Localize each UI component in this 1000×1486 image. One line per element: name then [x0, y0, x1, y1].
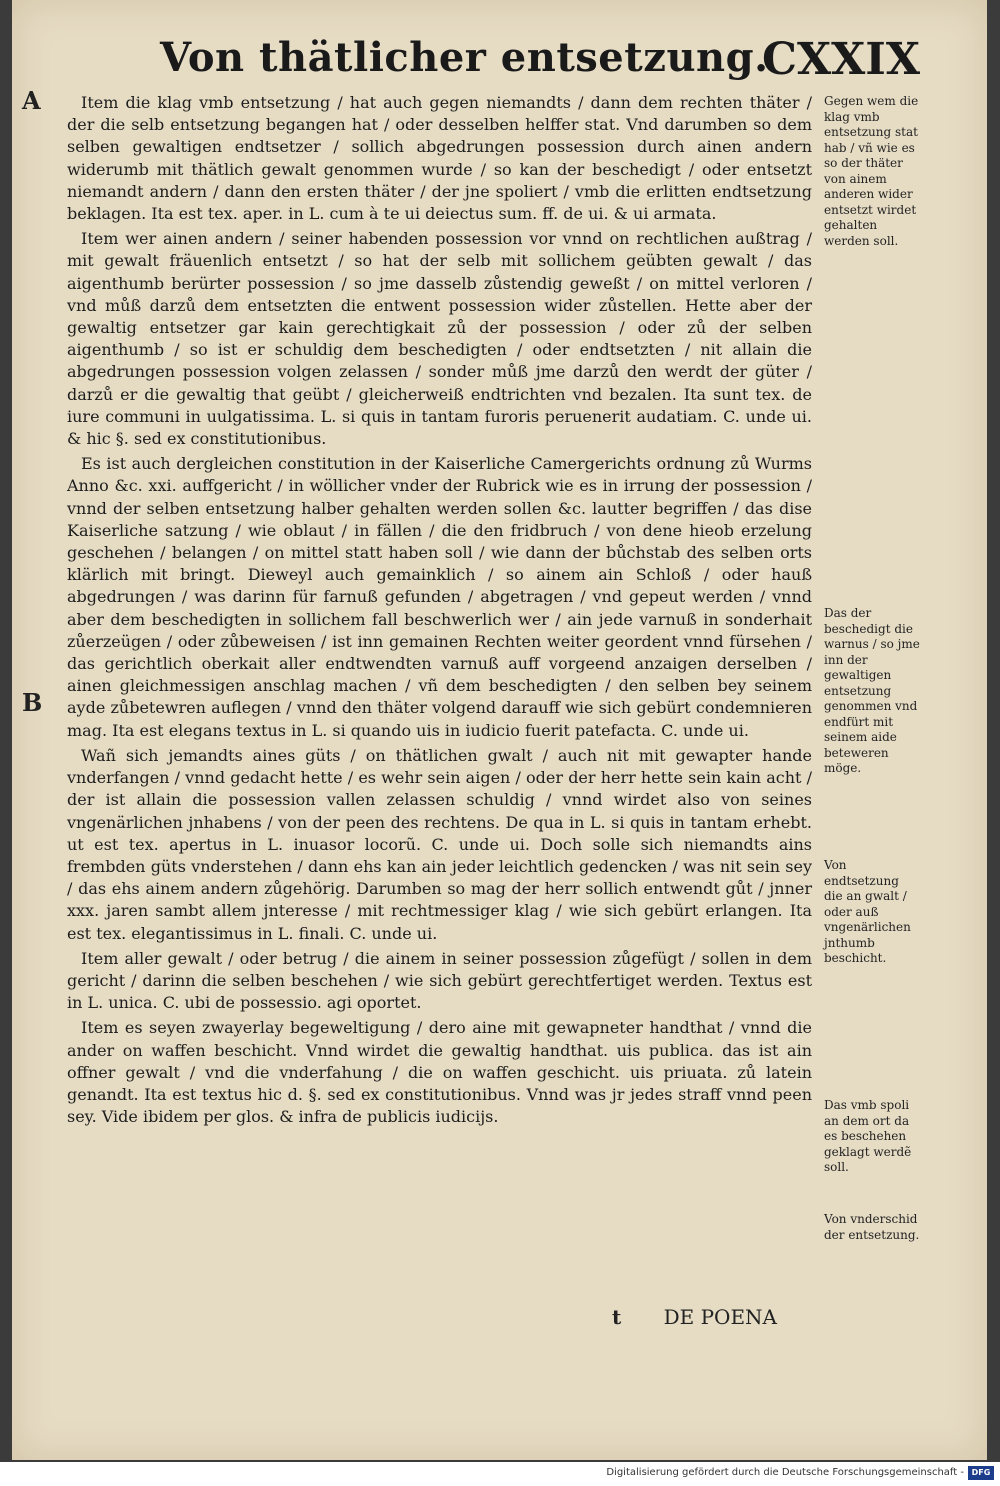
catchword-line [612, 1305, 777, 1329]
paragraph: Wañ sich jemandts aines güts / on thätlichen gwalt / auch nit mit gewapter hande vnderfangen / vnnd gedacht hette / es wehr sein aigen / oder der herr hette sein kain acht / der ist allain die possession vallen zelassen schuldig / vnnd wirdet also von seines vngenärlichen jnhabens / von der peen des rechtens. De qua in L. si quis in tantam erhebt. ut est tex. apertus in L. inuasor locorũ. C. unde ui. Doch solle sich niemandts ains frembden güts vnderstehen / dann ehs kan ain jeder leichtlich gedencken / was nit sein sey / das ehs ainem andern zůgehörig. Darumben so mag der herr sollich entwendt gůt / jnner xxx. jaren sambt allem jnteresse / mit rechtmessiger klag / wie sich gebürt erlangen. Ita est tex. elegantissimus in L. finali. C. unde ui. [67, 745, 812, 943]
signature-mark-b: B [22, 688, 43, 717]
paragraph: Item die klag vmb entsetzung / hat auch gegen niemandts / dann dem rechten thäter / der die selb entsetzung begangen hat / oder desselben helffer stat. Vnd darumben so dem selben gewaltigen endtsetzer / sollich abgedrungen possession durch ainen andern widerumb mit thätlich gewalt genommen wurde / so kan der beschedigt / oder entsetzt niemandt andern / dann den ersten thäter / der jne spoliert / vmb die erlitten endtsetzung beklagen. Ita est tex. aper. in L. cum à te ui deiectus sum. ff. de ui. & ui armata. [67, 93, 812, 224]
running-title: Von thätlicher entsetzung. [160, 34, 769, 81]
paragraph: Item es seyen zwayerlay begeweltigung / dero aine mit gewapneter handthat / vnnd die ander on waffen beschicht. Vnnd wirdet die gewaltig handthat. uis publica. das ist ain offner gewalt / vnd die vnderfahung / die on waffen geschicht. uis priuata. zů latein genandt. Ita est textus hic d. §. sed ex constitutionibus. Vnnd was jr jedes straff vnnd peen sey. Vide ibidem per glos. & infra de publicis iudicijs. [67, 1018, 812, 1127]
book-page [12, 0, 987, 1460]
main-text [67, 92, 812, 1131]
funding-notice: Digitalisierung gefördert durch die Deutsche Forschungsgemeinschaft - [606, 1467, 964, 1478]
footer-bar [0, 1462, 1000, 1486]
margin-note: Das der beschedigt die warnus / so jme inn der gewaltigen entsetzung genommen vnd endfürt mit seinem aide beteweren möge. [824, 606, 920, 775]
paragraph: Es ist auch dergleichen constitution in der Kaiserliche Camergerichts ordnung zů Wurms Anno &c. xxi. auffgericht / in wöllicher vnder der Rubrick wie es in irrung der possession / vnnd der selben entsetzung halber gehalten werden sollen &c. lautter begriffen / das dise Kaiserliche satzung / wie oblaut / in fällen / die den fridbruch / von dene hieob erzelung geschehen / belangen / on mittel statt haben soll / wie dann der bůchstab des selben orts klärlich mit bringt. Dieweyl auch gemainklich / so ainem ain Schloß / oder hauß abgedrungen / was darinn für farnuß gefunden / abgetragen / vnd gepeut werden / vnnd aber dem beschedigten in sollichem fall beschwerlich wer / ain jede varnuß in sonderhait zůerzeügen / oder zůbeweisen / ist inn gemainen Rechten weiter geordent vnnd fürsehen / das gerichtlich oberkait aller endtwendten varnuß auff vorgeend anzaigen derselben / ainen gleichmessigen anschlag machen / vñ dem beschedigten / den selben bey seinem ayde zůbetewren auflegen / vnnd den thäter volgend darauff wie sich gebürt condemnieren mag. Ita est elegans textus in L. si quando uis in iudicio fuerit patefacta. C. unde ui. [67, 454, 812, 740]
margin-note: Von vnderschid der entsetzung. [824, 1212, 920, 1242]
margin-note: Gegen wem die klag vmb entsetzung stat hab / vñ wie es so der thäter von ainem anderen wider entsetzt wirdet gehalten werden soll. [824, 94, 919, 248]
paragraph: Item wer ainen andern / seiner habenden possession vor vnnd on rechtlichen außtrag / mit gewalt fräuenlich entsetzt / so hat der selb mit sollichem geübten gewalt / das aigenthumb berürter possession / so jme dasselb zůstendig geweßt / on mittel verloren / vnd můß darzů dem entsetzten die entwent possession wider zůstellen. Hette aber der gewaltig entsetzer gar kain gerechtigkait zů der possession / oder zů der selben aigenthumb / so ist er schuldig dem beschedigten / oder endtsetzten / nit allain die abgedrungen possession volgen zelassen / sonder můß jme darzů den werdt der güter / darzů er die gewaltig that geübt / gleicherweiß endtrichten vnd bezalen. Ita sunt tex. de iure communi in uulgatissima. L. si quis in tantam furoris peruenerit audatiam. C. unde ui. & hic §. sed ex constitutionibus. [67, 229, 812, 449]
folio-number: CXXIX [761, 34, 920, 85]
signature-mark-t: t [612, 1305, 622, 1329]
margin-note: Das vmb spoli an dem ort da es beschehen geklagt werdẽ soll. [824, 1098, 912, 1174]
signature-mark-a: A [22, 86, 41, 115]
margin-note: Von endtsetzung die an gwalt / oder auß vngenärlichen jnthumb beschicht. [824, 858, 911, 965]
dfg-logo: DFG [968, 1466, 994, 1480]
catchword: DE POENA [663, 1305, 777, 1329]
page-header [160, 34, 920, 94]
paragraph: Item aller gewalt / oder betrug / die ainem in seiner possession zůgefügt / sollen in dem gericht / darinn die selben beschehen / wie sich gebürt gerechtfertiget werden. Textus est in L. unica. C. ubi de possessio. agi oportet. [67, 948, 812, 1013]
